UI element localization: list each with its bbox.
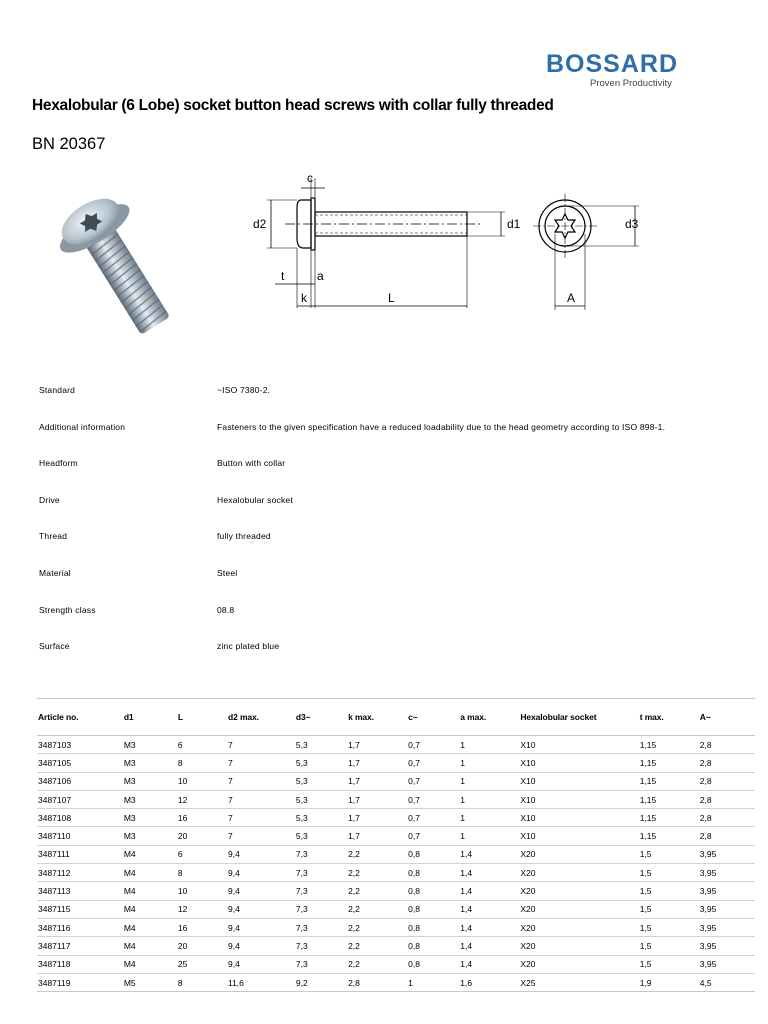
table-cell: 1,5 [639, 882, 699, 900]
column-header: t max. [639, 699, 699, 736]
table-cell: 7,3 [295, 864, 347, 882]
table-cell: 3487117 [37, 937, 123, 955]
table-cell: 1,7 [347, 809, 407, 827]
table-cell: M4 [123, 918, 177, 936]
table-cell: X10 [519, 827, 638, 845]
table-cell: 2,2 [347, 918, 407, 936]
table-cell: 1 [459, 809, 519, 827]
table-cell: 2,2 [347, 955, 407, 973]
table-cell: X10 [519, 809, 638, 827]
table-cell: 3487118 [37, 955, 123, 973]
table-cell: 1 [459, 827, 519, 845]
table-cell: 1 [407, 973, 459, 991]
table-cell: M3 [123, 790, 177, 808]
table-cell: 3487108 [37, 809, 123, 827]
table-cell: 3487105 [37, 754, 123, 772]
table-cell: 2,2 [347, 845, 407, 863]
table-cell: X20 [519, 900, 638, 918]
table-cell: 0,8 [407, 918, 459, 936]
table-cell: M4 [123, 845, 177, 863]
table-cell: 9,4 [227, 955, 295, 973]
spec-label: Strength class [39, 604, 96, 615]
table-cell: 1,7 [347, 754, 407, 772]
spec-label: Additional information [39, 421, 126, 432]
spec-list [39, 380, 759, 673]
table-cell: M4 [123, 882, 177, 900]
table-cell: 0,7 [407, 772, 459, 790]
bossard-logo [546, 52, 686, 89]
spec-value: Hexalobular socket [217, 494, 293, 505]
table-cell: 6 [177, 845, 227, 863]
column-header: d1 [123, 699, 177, 736]
table-cell: 1,5 [639, 918, 699, 936]
table-cell: 3487115 [37, 900, 123, 918]
spec-row [39, 636, 759, 673]
table-cell: 12 [177, 900, 227, 918]
table-row [37, 845, 755, 863]
table-cell: 1,15 [639, 736, 699, 754]
table-cell: M4 [123, 900, 177, 918]
spec-row [39, 526, 759, 563]
dim-label-A: A [567, 291, 576, 305]
technical-drawing [245, 168, 665, 318]
table-cell: X10 [519, 754, 638, 772]
table-cell: 1,4 [459, 918, 519, 936]
table-cell: 7 [227, 754, 295, 772]
table-cell: 1,5 [639, 864, 699, 882]
dim-label-d1: d1 [507, 217, 521, 231]
dim-label-t: t [281, 269, 285, 283]
table-cell: 1,4 [459, 882, 519, 900]
table-cell: 3,95 [699, 882, 755, 900]
spec-value: Button with collar [217, 458, 286, 469]
table-cell: X20 [519, 955, 638, 973]
table-cell: 6 [177, 736, 227, 754]
table-cell: 0,8 [407, 937, 459, 955]
table-cell: 7,3 [295, 882, 347, 900]
table-cell: 2,2 [347, 937, 407, 955]
table-cell: X10 [519, 772, 638, 790]
dim-label-d3: d3 [625, 217, 639, 231]
table-cell: 9,4 [227, 864, 295, 882]
table-cell: M3 [123, 736, 177, 754]
product-title: Hexalobular (6 Lobe) socket button head screws with collar fully threaded [32, 97, 554, 114]
table-row [37, 772, 755, 790]
table-cell: 8 [177, 754, 227, 772]
table-cell: 7,3 [295, 937, 347, 955]
table-cell: 7 [227, 809, 295, 827]
table-cell: 7,3 [295, 918, 347, 936]
table-cell: 1,4 [459, 845, 519, 863]
table-cell: 0,8 [407, 882, 459, 900]
table-cell: 1,5 [639, 900, 699, 918]
table-row [37, 864, 755, 882]
dim-label-d2: d2 [253, 217, 267, 231]
table-row [37, 754, 755, 772]
table-cell: M4 [123, 937, 177, 955]
table-cell: 9,4 [227, 882, 295, 900]
table-cell: 1,6 [459, 973, 519, 991]
screw-photo [32, 172, 202, 357]
table-cell: 11,6 [227, 973, 295, 991]
table-cell: 3,95 [699, 937, 755, 955]
table-cell: M4 [123, 955, 177, 973]
table-cell: 1,7 [347, 827, 407, 845]
table-cell: 2,8 [699, 790, 755, 808]
table-cell: 3487119 [37, 973, 123, 991]
column-header: d3~ [295, 699, 347, 736]
table-cell: 2,8 [347, 973, 407, 991]
table-row [37, 918, 755, 936]
table-cell: 5,3 [295, 772, 347, 790]
table-cell: 3487111 [37, 845, 123, 863]
table-cell: 4,5 [699, 973, 755, 991]
table-cell: 2,2 [347, 900, 407, 918]
dim-label-k: k [301, 291, 307, 305]
table-cell: 9,4 [227, 900, 295, 918]
table-cell: 1,9 [639, 973, 699, 991]
table-cell: 7 [227, 772, 295, 790]
table-cell: 1 [459, 736, 519, 754]
spec-value: zinc plated blue [217, 641, 280, 652]
table-cell: 1,15 [639, 754, 699, 772]
table-cell: 1,4 [459, 955, 519, 973]
dim-label-L: L [388, 291, 395, 305]
table-cell: 1,7 [347, 736, 407, 754]
table-cell: 1,15 [639, 790, 699, 808]
table-cell: 10 [177, 882, 227, 900]
table-cell: 2,2 [347, 864, 407, 882]
spec-label: Standard [39, 385, 76, 395]
table-row [37, 955, 755, 973]
table-cell: X20 [519, 864, 638, 882]
table-cell: M3 [123, 809, 177, 827]
table-cell: 2,8 [699, 827, 755, 845]
table-cell: 1,15 [639, 772, 699, 790]
table-cell: M4 [123, 864, 177, 882]
table-cell: 3,95 [699, 918, 755, 936]
table-cell: 0,8 [407, 845, 459, 863]
spec-row [39, 380, 759, 417]
table-cell: M3 [123, 827, 177, 845]
table-cell: 9,4 [227, 918, 295, 936]
table-cell: 0,7 [407, 754, 459, 772]
table-cell: 3487110 [37, 827, 123, 845]
table-cell: X20 [519, 882, 638, 900]
spec-row [39, 417, 759, 454]
table-cell: X20 [519, 937, 638, 955]
spec-label: Drive [39, 494, 60, 505]
table-cell: 2,8 [699, 736, 755, 754]
table-cell: 5,3 [295, 736, 347, 754]
column-header: L [177, 699, 227, 736]
table-row [37, 937, 755, 955]
table-row [37, 809, 755, 827]
table-cell: 1,7 [347, 772, 407, 790]
table-cell: 7,3 [295, 845, 347, 863]
table-cell: 3487112 [37, 864, 123, 882]
table-cell: 5,3 [295, 827, 347, 845]
table-cell: X20 [519, 918, 638, 936]
table-header-row [37, 699, 755, 736]
table-cell: 20 [177, 937, 227, 955]
column-header: c~ [407, 699, 459, 736]
table-cell: 0,7 [407, 736, 459, 754]
table-cell: 9,4 [227, 845, 295, 863]
table-cell: 7,3 [295, 900, 347, 918]
table-row [37, 900, 755, 918]
spec-label: Surface [39, 641, 70, 652]
table-row [37, 790, 755, 808]
table-cell: 1 [459, 790, 519, 808]
table-cell: 0,7 [407, 790, 459, 808]
table-cell: M5 [123, 973, 177, 991]
column-header: d2 max. [227, 699, 295, 736]
table-cell: 1 [459, 772, 519, 790]
table-row [37, 736, 755, 754]
table-cell: M3 [123, 754, 177, 772]
table-cell: X20 [519, 845, 638, 863]
table-cell: 2,8 [699, 809, 755, 827]
table-cell: 0,8 [407, 864, 459, 882]
table-cell: 1,4 [459, 864, 519, 882]
table-cell: 3,95 [699, 955, 755, 973]
table-cell: 2,8 [699, 772, 755, 790]
table-cell: 12 [177, 790, 227, 808]
dim-label-a: a [317, 269, 324, 283]
table-cell: 1,15 [639, 809, 699, 827]
table-cell: M3 [123, 772, 177, 790]
spec-row [39, 563, 759, 600]
column-header: k max. [347, 699, 407, 736]
spec-row [39, 453, 759, 490]
table-cell: 1,5 [639, 937, 699, 955]
spec-value: fully threaded [217, 531, 271, 542]
table-row [37, 973, 755, 991]
table-cell: 3,95 [699, 845, 755, 863]
table-cell: 1,4 [459, 937, 519, 955]
table-cell: 16 [177, 918, 227, 936]
table-cell: 8 [177, 973, 227, 991]
table-cell: 3487103 [37, 736, 123, 754]
spec-label: Material [39, 567, 71, 578]
table-cell: 3,95 [699, 864, 755, 882]
table-cell: 7 [227, 736, 295, 754]
table-cell: 7,3 [295, 955, 347, 973]
table-cell: 16 [177, 809, 227, 827]
table-cell: 20 [177, 827, 227, 845]
table-cell: 5,3 [295, 790, 347, 808]
table-cell: 3487106 [37, 772, 123, 790]
column-header: Article no. [37, 699, 123, 736]
table-cell: 10 [177, 772, 227, 790]
table-cell: 3487113 [37, 882, 123, 900]
brand-name: BOSSARD [546, 50, 679, 78]
table-cell: 1,7 [347, 790, 407, 808]
table-cell: 2,2 [347, 882, 407, 900]
table-cell: X10 [519, 790, 638, 808]
table-cell: 0,8 [407, 955, 459, 973]
spec-row [39, 600, 759, 637]
table-cell: 7 [227, 790, 295, 808]
table-cell: 9,2 [295, 973, 347, 991]
column-header: a max. [459, 699, 519, 736]
table-cell: 25 [177, 955, 227, 973]
spec-value: ~ISO 7380-2. [217, 385, 271, 395]
table-cell: 3487116 [37, 918, 123, 936]
table-cell: 1,4 [459, 900, 519, 918]
spec-row [39, 490, 759, 527]
column-header: Hexalobular socket [519, 699, 638, 736]
table-cell: 7 [227, 827, 295, 845]
table-cell: 0,7 [407, 827, 459, 845]
table-row [37, 827, 755, 845]
table-cell: 0,8 [407, 900, 459, 918]
spec-value: Fasteners to the given specification have a reduced loadability due to the head geometry according to ISO 898-1. [217, 421, 666, 432]
table-cell: 3,95 [699, 900, 755, 918]
spec-label: Thread [39, 531, 68, 542]
table-cell: X10 [519, 736, 638, 754]
table-cell: X25 [519, 973, 638, 991]
spec-value: Steel [217, 567, 238, 578]
table-cell: 9,4 [227, 937, 295, 955]
table-cell: 5,3 [295, 809, 347, 827]
table-cell: 1 [459, 754, 519, 772]
table-cell: 3487107 [37, 790, 123, 808]
table-row [37, 882, 755, 900]
table-cell: 1,5 [639, 845, 699, 863]
table-cell: 1,5 [639, 955, 699, 973]
dim-label-c: c [307, 171, 313, 185]
table-cell: 5,3 [295, 754, 347, 772]
brand-tagline: Proven Productivity [590, 78, 672, 89]
product-code: BN 20367 [32, 135, 106, 153]
spec-label: Headform [39, 458, 78, 469]
table-cell: 8 [177, 864, 227, 882]
table-cell: 1,15 [639, 827, 699, 845]
article-table [37, 698, 755, 992]
column-header: A~ [699, 699, 755, 736]
table-cell: 2,8 [699, 754, 755, 772]
spec-value: 08.8 [217, 604, 235, 615]
table-cell: 0,7 [407, 809, 459, 827]
